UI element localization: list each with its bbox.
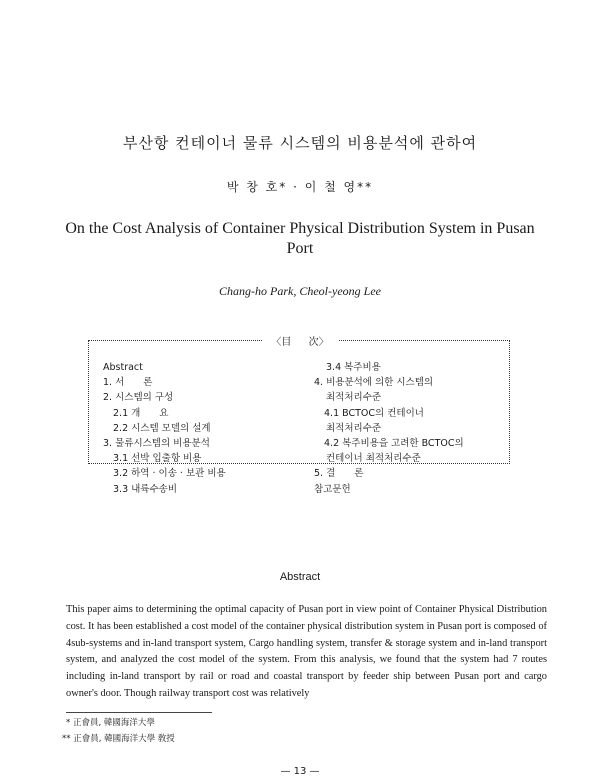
page-number: — 13 — — [280, 766, 320, 777]
toc-item: 2.2 시스템 모델의 설계 — [113, 422, 211, 434]
abstract-paragraph: This paper aims to determining the optimal capacity of Pusan port in view point of Container Physical Distribution cost. It has been established a cost model of the container physical distribution system in Pusan port is composed of 4sub-systems and in-land transport system, Cargo handling system, transfer & storage system and in-land transport system, and analyzed the cost model of the system. From this analysis, we found that the system had 7 routes including in-land transport by rail or road and coastal transport by feeder ship between Pusan port and cargo owner's door. Though railway transport cost was relatively — [66, 604, 547, 699]
toc-item: 3. 물류시스템의 비용분석 — [103, 438, 210, 450]
toc-item: 컨테이너 최적처리수준 — [326, 453, 421, 465]
english-authors: Chang-ho Park, Cheol-yeong Lee — [219, 284, 381, 298]
toc-item: 4. 비용분석에 의한 시스템의 — [314, 377, 434, 389]
toc-item: 5. 결 론 — [314, 468, 364, 480]
toc-item: 3.3 내륙수송비 — [113, 483, 178, 495]
abstract-body — [66, 602, 547, 703]
toc-item: Abstract — [103, 362, 143, 373]
toc-item: 참고문헌 — [314, 483, 351, 495]
toc-item: 4.1 BCTOC의 컨테이너 — [324, 407, 424, 419]
korean-title: 부산항 컨테이너 물류 시스템의 비용분석에 관하여 — [122, 134, 478, 152]
toc-item: 최적처리수준 — [326, 392, 382, 404]
footnote-author-1: * 正會員, 韓國海洋大學 — [66, 718, 155, 728]
abstract-heading: Abstract — [279, 571, 321, 583]
toc-right-column — [314, 360, 464, 497]
footnote-divider — [66, 712, 212, 713]
toc-item: 1. 서 론 — [103, 377, 153, 389]
toc-item: 3.4 복주비용 — [326, 362, 381, 373]
toc-item: 3.2 하역 · 이송 · 보관 비용 — [113, 468, 226, 480]
toc-item: 2.1 개 요 — [113, 407, 169, 419]
korean-authors: 박 창 호* · 이 철 영** — [226, 180, 374, 194]
toc-item: 3.1 선박 입출항 비용 — [113, 453, 202, 465]
footnote-author-2: ** 正會員, 韓國海洋大學 敎授 — [62, 734, 175, 744]
toc-item: 2. 시스템의 구성 — [103, 392, 174, 404]
toc-left-column — [103, 360, 226, 497]
toc-item: 최적처리수준 — [326, 422, 382, 434]
english-title: On the Cost Analysis of Container Physical Distribution System in Pusan Port — [65, 220, 535, 257]
toc-header: 〈目 次〉 — [262, 333, 338, 348]
toc-item: 4.2 복주비용을 고려한 BCTOC의 — [324, 438, 464, 450]
